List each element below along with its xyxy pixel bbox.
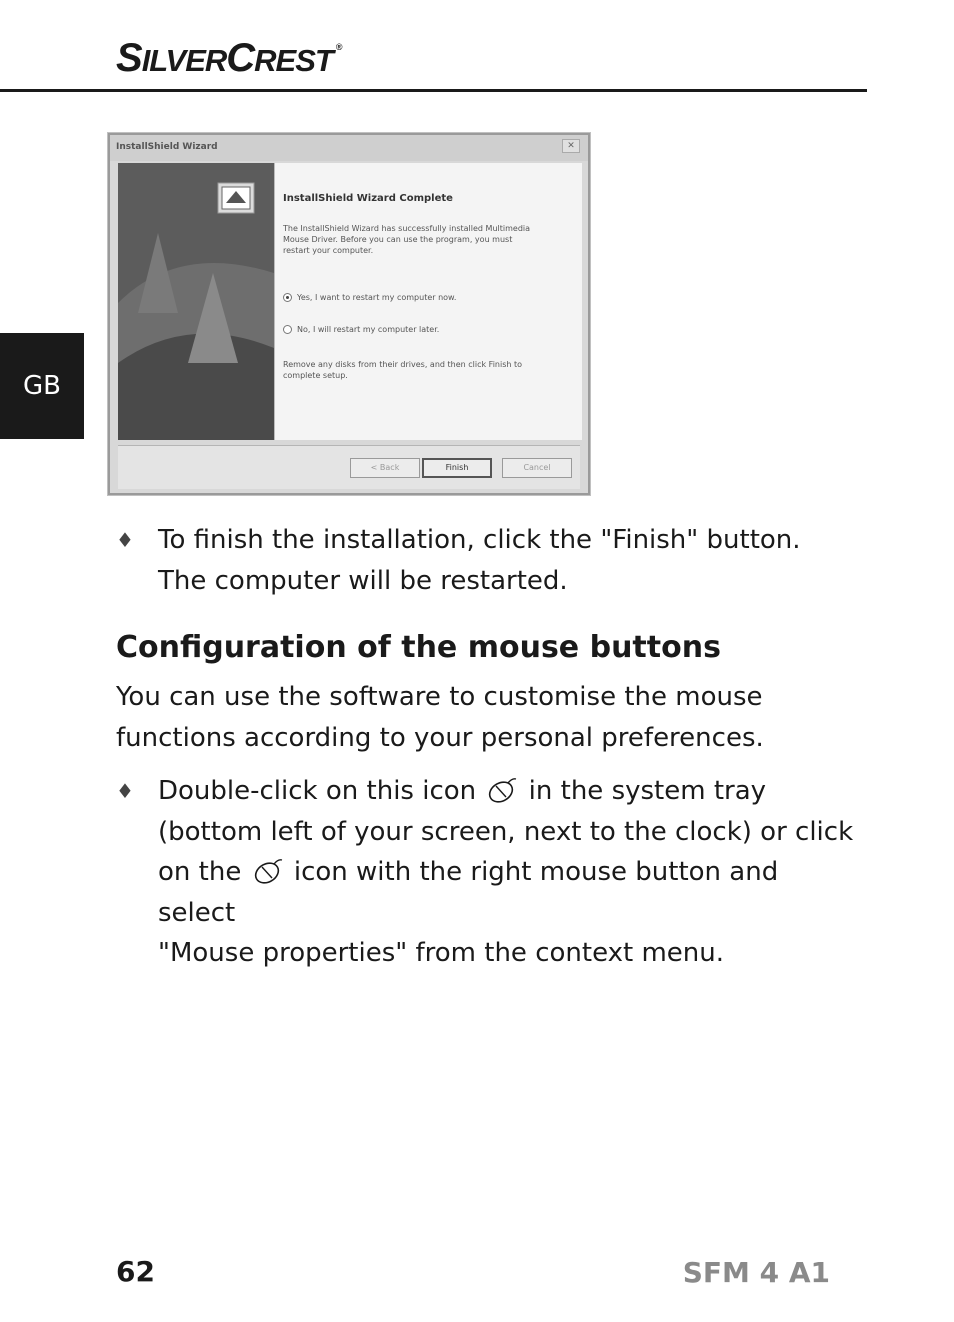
radio-unselected-icon <box>283 325 292 334</box>
wizard-button-bar <box>118 445 580 489</box>
instruction-line3 <box>158 852 856 933</box>
wizard-message-line: The InstallShield Wizard has successfully installed Multimedia <box>283 224 531 233</box>
radio-restart-now[interactable] <box>283 293 456 302</box>
section-intro-line1: You can use the software to customise the mouse <box>116 682 763 712</box>
instruction-mouse-properties <box>116 771 856 974</box>
finish-button[interactable]: Finish <box>422 458 492 478</box>
installshield-wizard-window <box>108 133 590 495</box>
instruction-line4: "Mouse properties" from the context menu. <box>158 938 724 968</box>
instruction-line1 <box>158 771 856 812</box>
section-intro <box>116 677 856 759</box>
cancel-button[interactable]: Cancel <box>502 458 572 478</box>
page-number: 62 <box>116 1255 155 1288</box>
radio-restart-later-label: No, I will restart my computer later. <box>297 325 440 334</box>
brand-logo <box>116 36 342 81</box>
wizard-heading: InstallShield Wizard Complete <box>283 193 453 204</box>
instruction-line1-start: Double-click on this icon <box>158 776 477 806</box>
wizard-remove-line: complete setup. <box>283 371 348 380</box>
wizard-content <box>274 163 582 440</box>
instruction-finish-line2: The computer will be restarted. <box>158 565 568 596</box>
instruction-line3-end: icon with the right mouse button and select <box>158 857 779 928</box>
wizard-message-line: Mouse Driver. Before you can use the program, you must <box>283 235 513 244</box>
model-number: SFM 4 A1 <box>682 1256 830 1289</box>
instruction-finish-line1: To finish the installation, click the "Finish" button. <box>158 525 801 555</box>
brand-rest: REST <box>254 43 333 78</box>
brand-cap-s: S <box>116 36 142 80</box>
banner-artwork <box>118 163 274 440</box>
bullet-diamond-icon: ♦ <box>116 528 134 552</box>
header-divider <box>0 89 867 92</box>
radio-restart-now-label: Yes, I want to restart my computer now. <box>297 293 457 302</box>
instruction-finish <box>116 520 856 601</box>
registered-mark: ® <box>335 42 342 52</box>
mouse-tray-icon <box>486 775 518 805</box>
wizard-title: InstallShield Wizard <box>116 142 218 152</box>
wizard-banner-image <box>118 163 274 440</box>
instruction-line1-end: in the system tray <box>528 776 767 806</box>
mouse-tray-icon <box>252 856 284 886</box>
instruction-line3-start: on the <box>158 857 242 887</box>
brand-ilver: ILVER <box>141 43 227 78</box>
wizard-titlebar <box>110 135 588 161</box>
instruction-line2: (bottom left of your screen, next to the clock) or click <box>158 816 854 847</box>
wizard-remove-line: Remove any disks from their drives, and then click Finish to <box>283 360 523 369</box>
wizard-remove-note <box>283 359 568 381</box>
wizard-message-line: restart your computer. <box>283 246 374 255</box>
language-tab <box>0 333 84 439</box>
wizard-message <box>283 223 568 256</box>
close-icon[interactable]: ✕ <box>562 139 580 153</box>
back-button[interactable]: < Back <box>350 458 420 478</box>
radio-restart-later[interactable] <box>283 325 439 334</box>
brand-cap-c: C <box>226 36 255 80</box>
language-tab-label: GB <box>23 371 61 401</box>
section-title: Configuration of the mouse buttons <box>116 630 721 665</box>
bullet-diamond-icon: ♦ <box>116 779 134 803</box>
section-intro-line2: functions according to your personal preferences. <box>116 723 764 753</box>
radio-selected-icon <box>283 293 292 302</box>
